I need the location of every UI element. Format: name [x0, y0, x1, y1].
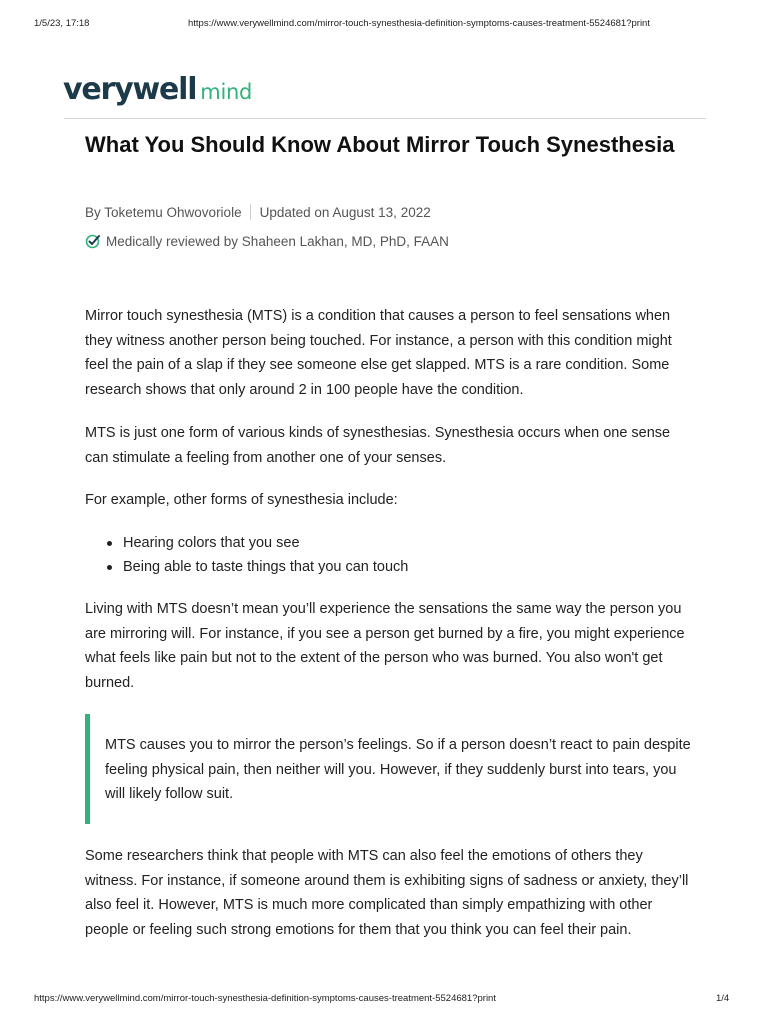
list-item	[85, 555, 685, 579]
paragraph-living: Living with MTS doesn’t mean you’ll experience the sensations the same way the person you are mirroring will. For instance, if you see a person get burned by a fire, you might experience what feels like pain but not to the extent of the person who was burned. You also won't get burned.	[85, 601, 685, 691]
bullet-dot	[107, 565, 112, 570]
check-circle-icon	[85, 233, 101, 249]
updated-date: Updated on August 13, 2022	[259, 204, 431, 220]
author-link[interactable]: By Toketemu Ohwovoriole	[85, 204, 242, 220]
print-url: https://www.verywellmind.com/mirror-touch-synesthesia-definition-symptoms-causes-treatment-5524681?print	[188, 18, 650, 29]
pull-quote-text: MTS causes you to mirror the person’s feelings. So if a person doesn’t react to pain despite feeling physical pain, then neither will you. However, if they suddenly burst into tears, you will likely follow suit.	[105, 737, 691, 802]
paragraph-emotions: Some researchers think that people with MTS can also feel the emotions of others they witness. For instance, if someone around them is exhibiting signs of sadness or anxiety, they’ll also feel it. However, MTS is much more complicated than simply empathizing with other people or feeling such strong emotions for them that you think you can feel their pain.	[85, 848, 689, 938]
footer-url: https://www.verywellmind.com/mirror-touch-synesthesia-definition-symptoms-causes-treatment-5524681?print	[34, 993, 496, 1004]
byline-divider	[250, 204, 251, 220]
paragraph-synesthesia: MTS is just one form of various kinds of synesthesias. Synesthesia occurs when one sense can stimulate a feeling from another one of your senses.	[85, 425, 671, 466]
article-title: What You Should Know About Mirror Touch Synesthesia	[85, 132, 675, 157]
pull-quote	[85, 714, 695, 824]
medical-review	[85, 233, 449, 249]
reviewer-link[interactable]: Medically reviewed by Shaheen Lakhan, MD, PhD, FAAN	[106, 233, 449, 249]
header-divider	[64, 118, 706, 119]
paragraph-examples: For example, other forms of synesthesia include:	[85, 492, 398, 508]
print-datetime: 1/5/23, 17:18	[34, 18, 90, 29]
byline	[85, 204, 431, 220]
site-logo[interactable]	[63, 72, 252, 112]
logo-sub-word: mind	[200, 80, 253, 104]
logo-main-word: verywell	[63, 72, 197, 107]
list-item-text: Being able to taste things that you can touch	[123, 559, 409, 575]
page-number: 1/4	[716, 993, 730, 1004]
examples-list	[85, 531, 685, 579]
bullet-dot	[107, 541, 112, 546]
list-item	[85, 531, 685, 555]
list-item-text: Hearing colors that you see	[123, 535, 300, 551]
paragraph-intro: Mirror touch synesthesia (MTS) is a condition that causes a person to feel sensations when they witness another person being touched. For instance, a person with this condition might feel the pain of a slap if they see someone else get slapped. MTS is a rare condition. Some research shows that only around 2 in 100 people have the condition.	[85, 308, 672, 398]
